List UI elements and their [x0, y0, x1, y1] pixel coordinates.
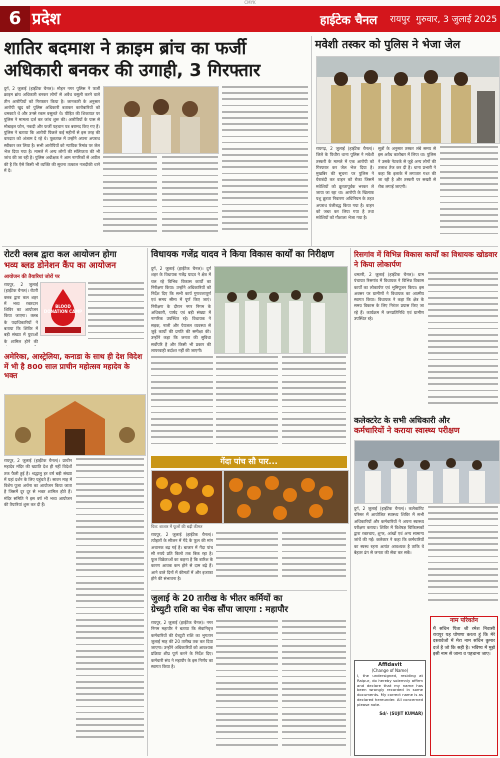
text-lines — [282, 620, 346, 750]
name-change-box — [430, 616, 498, 756]
health-photo — [354, 440, 500, 504]
blood-headline-line-2: भव्य ब्लड डोनेशन कैंप का आयोजन — [4, 261, 116, 271]
mayor-headline-line-1: जुलाई के 20 तारीख के भीतर कर्मियों का — [151, 594, 283, 604]
blood-poster — [40, 282, 86, 336]
mla-photo — [214, 266, 348, 354]
text-lines — [282, 532, 346, 582]
mla-body-col-3 — [216, 356, 278, 452]
flowers-photo-left-image — [152, 471, 222, 523]
mla-body-col-4 — [282, 356, 346, 452]
text-lines — [88, 282, 144, 344]
edition-city: रायपुर — [390, 15, 411, 25]
text-lines — [440, 146, 498, 239]
name-change-title: नाम परिवर्तन — [449, 617, 479, 624]
blood-body-col-1: रायपुर, 2 जुलाई (हाईटेक चैनल)। रोटरी क्लब द्वारा कल शहर में भव्य रक्तदान शिविर का आयोजन किया जाएगा। क्लब के पदाधिकारियों ने बताया कि शिविर में बड़ी संख्या में युवाओं के शामिल होने की — [4, 282, 38, 344]
text-lines — [282, 356, 346, 449]
lead-headline-line-1: शातिर बदमाश ने क्राइम ब्रांच का फर्जी — [4, 39, 247, 59]
lead-photo — [103, 86, 219, 154]
mayor-body-col-3 — [282, 620, 346, 754]
lead-body-col-4 — [222, 86, 308, 240]
text-lines — [222, 86, 308, 235]
flowers-banner: गेंदा पांच सौ पार... — [151, 456, 347, 468]
page-header — [0, 6, 500, 32]
column-divider — [350, 248, 351, 458]
training-headline: रिसगांव में विभिन्न विकास कार्यों का विधायक खोडवार ने किया लोकार्पण — [354, 250, 498, 269]
flowers-body-col-1: रायपुर, 2 जुलाई (हाईटेक चैनल)। त्योहारों के सीजन में गेंदे के फूल की मांग अचानक बढ़ गई है। बाजार में गेंदा पांच सौ रुपये प्रति किलो तक बिक रहा है। फूल विक्रेताओं का कहना है कि बारिश के कारण आवक कम होने से दाम बढ़े हैं। आने वाले दिनों में कीमतों में और इजाफा होने की संभावना है। — [151, 532, 213, 582]
training-body-col-1: धमतरी, 2 जुलाई (हाईटेक चैनल)। ग्राम पंचायत रिसगांव में विधायक ने विभिन्न विकास कार्यों का लोकार्पण एवं भूमिपूजन किया। इस अवसर पर ग्रामीणों ने विधायक का आत्मीय स्वागत किया। विधायक ने कहा कि क्षेत्र के समग्र विकास के लिए निरंतर प्रयास किए जा रहे हैं। कार्यक्रम में जनप्रतिनिधि एवं ग्रामीण उपस्थित रहे। — [354, 272, 424, 322]
flowers-photo-left — [151, 470, 223, 524]
lead-body-col-3 — [162, 156, 218, 240]
flowers-photo-right — [223, 470, 349, 524]
affidavit-ad — [354, 660, 426, 756]
mla-body-col-2 — [151, 356, 213, 452]
blood-intro: आयोजन की तैयारियां जोरों पर — [4, 274, 60, 280]
mayor-headline — [151, 594, 347, 616]
edition-date: गुरुवार, 3 जुलाई 2025 — [416, 15, 498, 25]
health-photo-image — [355, 441, 499, 503]
lead-headline-line-2: अधिकारी बनकर की उगाही, 3 गिरफ्तार — [4, 61, 261, 81]
mayor-headline-line-2: ग्रेच्युटी राशि का चेक सौंपा जाएगा : महापौर — [151, 605, 288, 615]
health-body-col-2 — [428, 506, 498, 612]
text-lines — [76, 458, 144, 743]
affidavit-body: I, the undersigned, residing at Raipur, do hereby solemnly affirm and declare that my name has been wrongly recorded in some documents. My correct name is as declared hereunder. All concerned please note. — [357, 673, 423, 707]
section-divider — [2, 246, 498, 247]
print-registration-mark: CMYK — [244, 0, 256, 5]
temple-photo-image — [5, 395, 145, 455]
mla-photo-image — [215, 267, 347, 353]
text-lines — [216, 620, 278, 750]
blood-poster-title: BLOOD DONATION CAMP — [43, 304, 83, 314]
column-divider — [350, 458, 351, 756]
affidavit-signature: Sd/- (SUJIT KUMAR) — [379, 710, 423, 716]
flowers-body-col-2 — [216, 532, 278, 586]
affidavit-title: Affidavit — [378, 662, 402, 668]
smuggler-body-col-3 — [440, 146, 498, 242]
name-change-body: मैं सचिन पिता श्री रमेश निवासी रायपुर यह घोषणा करता हूं कि मेरे दस्तावेजों में मेरा नाम सचिन कुमार दर्ज है जो कि सही है। भविष्य में मुझे इसी नाम से जाना व पहचाना जाए। — [433, 627, 495, 657]
training-body-col-2 — [428, 272, 498, 412]
text-lines — [216, 356, 278, 449]
blood-headline — [4, 250, 144, 272]
lead-body-col-2 — [103, 156, 157, 240]
brand-suffix: चैनल — [354, 13, 378, 27]
mla-headline: विधायक गजेंद्र यादव ने किया विकास कार्यों का निरीक्षण — [151, 250, 335, 260]
column-divider — [147, 248, 148, 756]
brand-prefix: हाईटेक — [320, 13, 351, 27]
text-lines — [162, 156, 218, 236]
blood-body-col-2 — [88, 282, 144, 346]
flowers-photo-right-image — [224, 471, 348, 523]
smuggler-headline: मवेशी तस्कर को पुलिस ने भेजा जेल — [315, 38, 461, 51]
usa-headline: अमेरिका, आस्ट्रेलिया, कनाडा के साथ ही देश विदेश में भी है 800 साल प्राचीन महोत्सव महादेव के भक्त — [4, 352, 143, 380]
section-divider — [151, 590, 347, 591]
masthead — [240, 6, 500, 32]
usa-body-col-2 — [76, 458, 144, 754]
text-lines — [216, 532, 278, 582]
mayor-body-col-2 — [216, 620, 278, 754]
health-headline-line-1: कलेक्टरेट के सभी अधिकारी और — [354, 416, 450, 425]
text-lines — [151, 356, 213, 449]
blood-headline-line-1: रोटरी क्लब द्वारा कल आयोजन होगा — [4, 250, 117, 260]
brand-name — [320, 11, 377, 28]
smuggler-photo-image — [317, 57, 499, 143]
temple-photo — [4, 394, 146, 456]
smuggler-photo — [316, 56, 500, 144]
lead-body-col-1: दुर्ग, 2 जुलाई (हाईटेक चैनल)। मोहन नगर पुलिस ने फर्जी क्राइम ब्रांच अधिकारी बनकर लोगों से अवैध वसूली करने वाले तीन आरोपियों को गिरफ्तार किया है। जानकारी के अनुसार आरोपी खुद को पुलिस अधिकारी बताकर कारोबारियों को धमकाते थे और उनसे रकम वसूलते थे। पीड़ित की शिकायत पर पुलिस ने मामला दर्ज कर जांच शुरू की। आरोपियों के पास से मोबाइल फोन, नकदी और फर्जी पहचान पत्र बरामद किए गए हैं। पुलिस ने बताया कि आरोपी पिछले कई महीनों से इस तरह की वारदात को अंजाम दे रहे थे। पूछताछ में उन्होंने अपना अपराध स्वीकार कर लिया है। सभी आरोपियों को न्यायिक रिमांड पर जेल भेज दिया गया है। मामले में अन्य लोगों की संलिप्तता की भी जांच की जा रही है। पुलिस अधीक्षक ने आम नागरिकों से अपील की है कि ऐसे किसी भी व्यक्ति की सूचना तत्काल नजदीकी थाने में दें। — [4, 86, 100, 173]
usa-body-col-1: रायपुर, 2 जुलाई (हाईटेक चैनल)। प्राचीन महादेव मंदिर की ख्याति देश ही नहीं विदेशों तक फैली हुई है। श्रद्धालु हर वर्ष बड़ी संख्या में यहां दर्शन के लिए पहुंचते हैं। सावन माह में विशेष पूजा अर्चना का आयोजन किया जाता है जिसमें दूर दूर से भक्त शामिल होते हैं। मंदिर समिति ने इस वर्ष भी भव्य आयोजन की तैयारियां शुरू कर दी हैं। — [4, 458, 72, 508]
text-lines — [428, 506, 498, 605]
lead-photo-image — [104, 87, 218, 153]
text-lines — [103, 156, 157, 236]
health-headline-line-2: कर्मचारियों ने कराया स्वास्थ्य परीक्षण — [354, 426, 460, 435]
mla-body-col-1: दुर्ग, 2 जुलाई (हाईटेक चैनल)। दुर्ग शहर के विधायक गजेंद्र यादव ने क्षेत्र में चल रहे विभिन्न विकास कार्यों का निरीक्षण किया। उन्होंने अधिकारियों को निर्देश दिए कि सभी कार्य गुणवत्तापूर्ण एवं समय सीमा में पूर्ण किए जाएं। निरीक्षण के दौरान नगर निगम के अधिकारी, पार्षद एवं बड़ी संख्या में नागरिक उपस्थित रहे। विधायक ने सड़क, नाली और पेयजल व्यवस्था से जुड़े कार्यों की प्रगति की समीक्षा की। उन्होंने कहा कि जनता की सुविधा सर्वोपरि है और किसी भी प्रकार की लापरवाही बर्दाश्त नहीं की जाएगी। — [151, 266, 211, 353]
smuggler-body-col-1: रायगढ़, 2 जुलाई (हाईटेक चैनल)। जिले के पिथौरा थाना पुलिस ने मवेशी तस्करी के मामले में एक आरोपी को गिरफ्तार कर जेल भेज दिया है। मुखबिर की सूचना पर पुलिस ने घेराबंदी कर वाहन को रोका जिसमें मवेशियों को क्रूरतापूर्वक भरकर ले जाया जा रहा था। आरोपी के खिलाफ पशु क्रूरता निवारण अधिनियम के तहत अपराध पंजीबद्ध किया गया है। वाहन को जब्त कर लिया गया है तथा मवेशियों को गौशाला भेजा गया है। — [316, 146, 374, 221]
section-title: प्रदेश — [32, 9, 61, 28]
smuggler-body-col-2: सूत्रों के अनुसार तस्कर लंबे समय से इस अवैध कारोबार में लिप्त था। पुलिस ने उसके नेटवर्क से जुड़े अन्य लोगों की तलाश तेज कर दी है। थाना प्रभारी ने कहा कि इलाके में लगातार गश्त की जा रही है और तस्करी पर सख्ती से रोक लगाई जाएगी। — [378, 146, 436, 189]
mayor-body-col-1: रायपुर, 2 जुलाई (हाईटेक चैनल)। नगर निगम महापौर ने बताया कि सेवानिवृत्त कर्मचारियों की ग्रेच्युटी राशि का भुगतान जुलाई माह की 20 तारीख तक कर दिया जाएगा। उन्होंने अधिकारियों को आवश्यक प्रक्रिया शीघ्र पूर्ण करने के निर्देश दिए। कर्मचारी संघ ने महापौर के इस निर्णय का स्वागत किया है। — [151, 620, 213, 670]
affidavit-subtitle: (Change of Name) — [371, 668, 409, 673]
flowers-caption: चित्र: बाजार में फूलों की बढ़ी कीमत — [151, 524, 203, 529]
flowers-body-col-3 — [282, 532, 346, 586]
lead-headline — [4, 38, 304, 82]
health-headline — [354, 416, 498, 436]
page-number: 6 — [0, 6, 30, 32]
text-lines — [428, 272, 498, 408]
health-body-col-1: दुर्ग, 2 जुलाई (हाईटेक चैनल)। कलेक्टोरेट परिसर में आयोजित स्वास्थ्य शिविर में सभी अधिकारियों और कर्मचारियों ने अपना स्वास्थ्य परीक्षण कराया। शिविर में विशेषज्ञ चिकित्सकों द्वारा रक्तचाप, शुगर, आंखों एवं अन्य सामान्य जांचें की गईं। कलेक्टर ने कहा कि कर्मचारियों का स्वस्थ रहना अत्यंत आवश्यक है ताकि वे बेहतर ढंग से जनता की सेवा कर सकें। — [354, 506, 424, 556]
column-divider — [311, 36, 312, 246]
